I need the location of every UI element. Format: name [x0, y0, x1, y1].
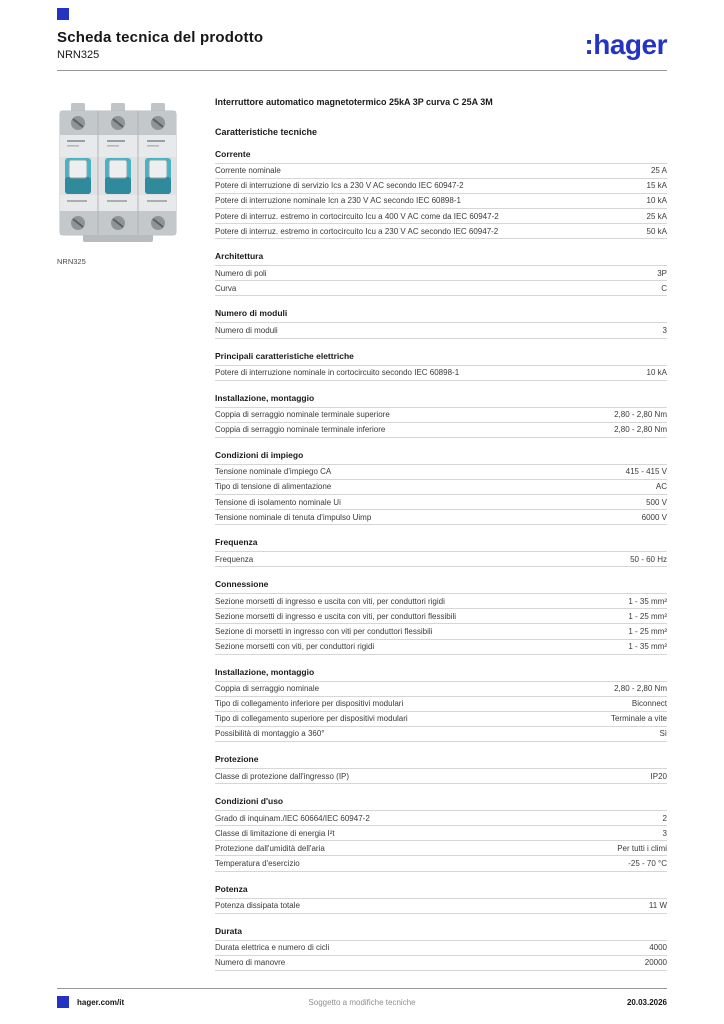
spec-row — [215, 609, 667, 624]
spec-row — [215, 323, 667, 338]
spec-label: Tensione nominale di tenuta d'impulso Uimp — [215, 512, 372, 522]
spec-value: 4000 — [649, 943, 667, 953]
spec-row — [215, 465, 667, 480]
spec-row — [215, 194, 667, 209]
spec-value: 25 kA — [646, 211, 667, 221]
spec-label: Tipo di collegamento inferiore per dispositivi modulari — [215, 699, 404, 709]
footer-date: 20.03.2026 — [626, 997, 667, 1007]
spec-label: Sezione morsetti di ingresso e uscita con viti, per conduttori flessibili — [215, 611, 456, 621]
spec-value: 10 kA — [646, 368, 667, 378]
spec-section — [215, 308, 667, 338]
spec-value: Terminale a vite — [610, 714, 667, 724]
spec-label: Potere di interruzione nominale in cortocircuito secondo IEC 60898-1 — [215, 368, 460, 378]
spec-label: Coppia di serraggio nominale — [215, 684, 320, 694]
hager-footer-square-icon — [57, 996, 69, 1008]
spec-label: Grado di inquinam./IEC 60664/IEC 60947-2 — [215, 813, 370, 823]
product-image-caption: NRN325 — [57, 257, 86, 266]
spec-row — [215, 727, 667, 742]
spec-value: 1 - 35 mm² — [628, 596, 667, 606]
spec-section — [215, 796, 667, 871]
spec-row — [215, 495, 667, 510]
spec-row — [215, 552, 667, 567]
spec-rows — [215, 810, 667, 871]
spec-section — [215, 884, 667, 914]
spec-value: 1 - 35 mm² — [628, 642, 667, 652]
spec-row — [215, 712, 667, 727]
spec-section-title: Connessione — [215, 579, 269, 590]
spec-label: Numero di moduli — [215, 325, 278, 335]
spec-section — [215, 926, 667, 971]
spec-label: Frequenza — [215, 554, 254, 564]
spec-rows — [215, 593, 667, 654]
spec-rows — [215, 365, 667, 381]
spec-value: 10 kA — [646, 196, 667, 206]
spec-value: 15 kA — [646, 181, 667, 191]
spec-value: Per tutti i climi — [617, 843, 667, 853]
spec-rows — [215, 551, 667, 567]
spec-section-title: Installazione, montaggio — [215, 392, 315, 403]
spec-value: Sì — [659, 729, 667, 739]
spec-label: Tipo di tensione di alimentazione — [215, 482, 332, 492]
product-image — [57, 97, 179, 245]
spec-section — [215, 149, 667, 239]
spec-value: 3 — [662, 325, 667, 335]
spec-value: IP20 — [650, 771, 667, 781]
spec-row — [215, 510, 667, 525]
footer-left — [57, 996, 124, 1008]
spec-label: Classe di limitazione di energia I²t — [215, 828, 335, 838]
spec-value: 415 - 415 V — [625, 467, 667, 477]
spec-row — [215, 841, 667, 856]
spec-section-title: Frequenza — [215, 537, 258, 548]
spec-section — [215, 537, 667, 567]
spec-section-title: Condizioni d'uso — [215, 796, 284, 807]
spec-section-title: Corrente — [215, 148, 251, 159]
spec-section — [215, 667, 667, 742]
spec-value: 500 V — [646, 497, 667, 507]
spec-label: Numero di manovre — [215, 958, 286, 968]
hager-logo: :hager — [584, 29, 667, 60]
spec-label: Potere di interruz. estremo in cortocircuito Icu a 230 V AC secondo IEC 60947-2 — [215, 226, 499, 236]
spec-row — [215, 480, 667, 495]
spec-label: Protezione dall'umidità dell'aria — [215, 843, 325, 853]
spec-label: Potere di interruz. estremo in cortocircuito Icu a 400 V AC come da IEC 60947-2 — [215, 211, 499, 221]
spec-label: Tipo di collegamento superiore per dispositivi modulari — [215, 714, 408, 724]
spec-row — [215, 624, 667, 639]
spec-label: Corrente nominale — [215, 166, 281, 176]
spec-value: Biconnect — [631, 699, 667, 709]
spec-rows — [215, 265, 667, 296]
spec-value: 11 W — [648, 901, 667, 911]
spec-rows — [215, 322, 667, 338]
spec-label: Durata elettrica e numero di cicli — [215, 943, 330, 953]
spec-label: Possibilità di montaggio a 360° — [215, 729, 325, 739]
spec-label: Sezione di morsetti in ingresso con viti per conduttori flessibili — [215, 626, 433, 636]
spec-section-title: Principali caratteristiche elettriche — [215, 350, 354, 361]
spec-value: 2 — [662, 813, 667, 823]
spec-section — [215, 579, 667, 654]
spec-label: Curva — [215, 283, 237, 293]
spec-section-title: Installazione, montaggio — [215, 666, 315, 677]
spec-row — [215, 682, 667, 697]
spec-rows — [215, 940, 667, 971]
spec-label: Coppia di serraggio nominale terminale inferiore — [215, 425, 386, 435]
spec-section — [215, 251, 667, 296]
spec-rows — [215, 163, 667, 239]
spec-label: Tensione nominale d'impiego CA — [215, 467, 332, 477]
spec-section-title: Potenza — [215, 883, 248, 894]
spec-value: 6000 V — [641, 512, 667, 522]
spec-rows — [215, 768, 667, 784]
spec-value: 50 kA — [646, 226, 667, 236]
spec-value: -25 - 70 °C — [628, 858, 667, 868]
title-block — [57, 29, 263, 61]
spec-rows — [215, 464, 667, 525]
spec-value: 1 - 25 mm² — [628, 611, 667, 621]
spec-value: 2,80 - 2,80 Nm — [614, 425, 667, 435]
spec-row — [215, 697, 667, 712]
spec-value: AC — [655, 482, 667, 492]
spec-rows — [215, 681, 667, 742]
tech-characteristics-title: Caratteristiche tecniche — [215, 126, 318, 137]
spec-row — [215, 224, 667, 239]
spec-label: Potere di interruzione di servizio Ics a 230 V AC secondo IEC 60947-2 — [215, 181, 464, 191]
spec-label: Classe di protezione dall'ingresso (IP) — [215, 771, 350, 781]
spec-value: 1 - 25 mm² — [628, 626, 667, 636]
spec-value: 20000 — [644, 958, 667, 968]
footer-note: Soggetto a modifiche tecniche — [308, 998, 416, 1007]
product-image-column — [57, 97, 182, 971]
spec-row — [215, 423, 667, 438]
spec-row — [215, 640, 667, 655]
footer — [57, 988, 667, 1008]
spec-row — [215, 826, 667, 841]
spec-row — [215, 956, 667, 971]
spec-row — [215, 366, 667, 381]
spec-value: C — [661, 283, 667, 293]
spec-label: Sezione morsetti di ingresso e uscita con viti, per conduttori rigidi — [215, 596, 445, 606]
specs-column — [215, 97, 667, 971]
spec-row — [215, 594, 667, 609]
spec-row — [215, 164, 667, 179]
header — [0, 0, 724, 61]
main-content — [0, 71, 724, 971]
spec-value: 25 A — [650, 166, 667, 176]
spec-value: 3P — [657, 268, 667, 278]
spec-section-title: Durata — [215, 925, 242, 936]
spec-label: Potenza dissipata totale — [215, 901, 300, 911]
spec-section — [215, 351, 667, 381]
spec-label: Coppia di serraggio nominale terminale superiore — [215, 410, 390, 420]
spec-section-title: Numero di moduli — [215, 308, 288, 319]
spec-row — [215, 281, 667, 296]
spec-label: Temperatura d'esercizio — [215, 858, 300, 868]
spec-row — [215, 179, 667, 194]
hager-brand-square-icon — [57, 8, 69, 20]
spec-section — [215, 450, 667, 525]
spec-section-title: Architettura — [215, 251, 264, 262]
spec-value: 3 — [662, 828, 667, 838]
spec-rows — [215, 898, 667, 914]
spec-label: Numero di poli — [215, 268, 267, 278]
spec-label: Potere di interruzione nominale Icn a 230 V AC secondo IEC 60898-1 — [215, 196, 461, 206]
spec-row — [215, 209, 667, 224]
spec-section — [215, 393, 667, 438]
spec-row — [215, 769, 667, 784]
footer-site-link[interactable]: hager.com/it — [77, 997, 125, 1007]
spec-section-title: Condizioni di impiego — [215, 449, 304, 460]
spec-row — [215, 941, 667, 956]
spec-label: Tensione di isolamento nominale Ui — [215, 497, 341, 507]
spec-section-title: Protezione — [215, 754, 259, 765]
spec-sections — [215, 149, 667, 971]
spec-row — [215, 856, 667, 871]
page-title: Scheda tecnica del prodotto — [57, 29, 264, 46]
spec-row — [215, 266, 667, 281]
spec-row — [215, 899, 667, 914]
spec-value: 50 - 60 Hz — [630, 554, 667, 564]
spec-label: Sezione morsetti con viti, per conduttori rigidi — [215, 642, 375, 652]
product-title: Interruttore automatico magnetotermico 25kA 3P curva C 25A 3M — [215, 97, 493, 107]
spec-value: 2,80 - 2,80 Nm — [614, 410, 667, 420]
product-reference: NRN325 — [57, 49, 100, 61]
spec-value: 2,80 - 2,80 Nm — [614, 684, 667, 694]
spec-row — [215, 811, 667, 826]
spec-rows — [215, 407, 667, 438]
spec-section — [215, 754, 667, 784]
spec-row — [215, 408, 667, 423]
